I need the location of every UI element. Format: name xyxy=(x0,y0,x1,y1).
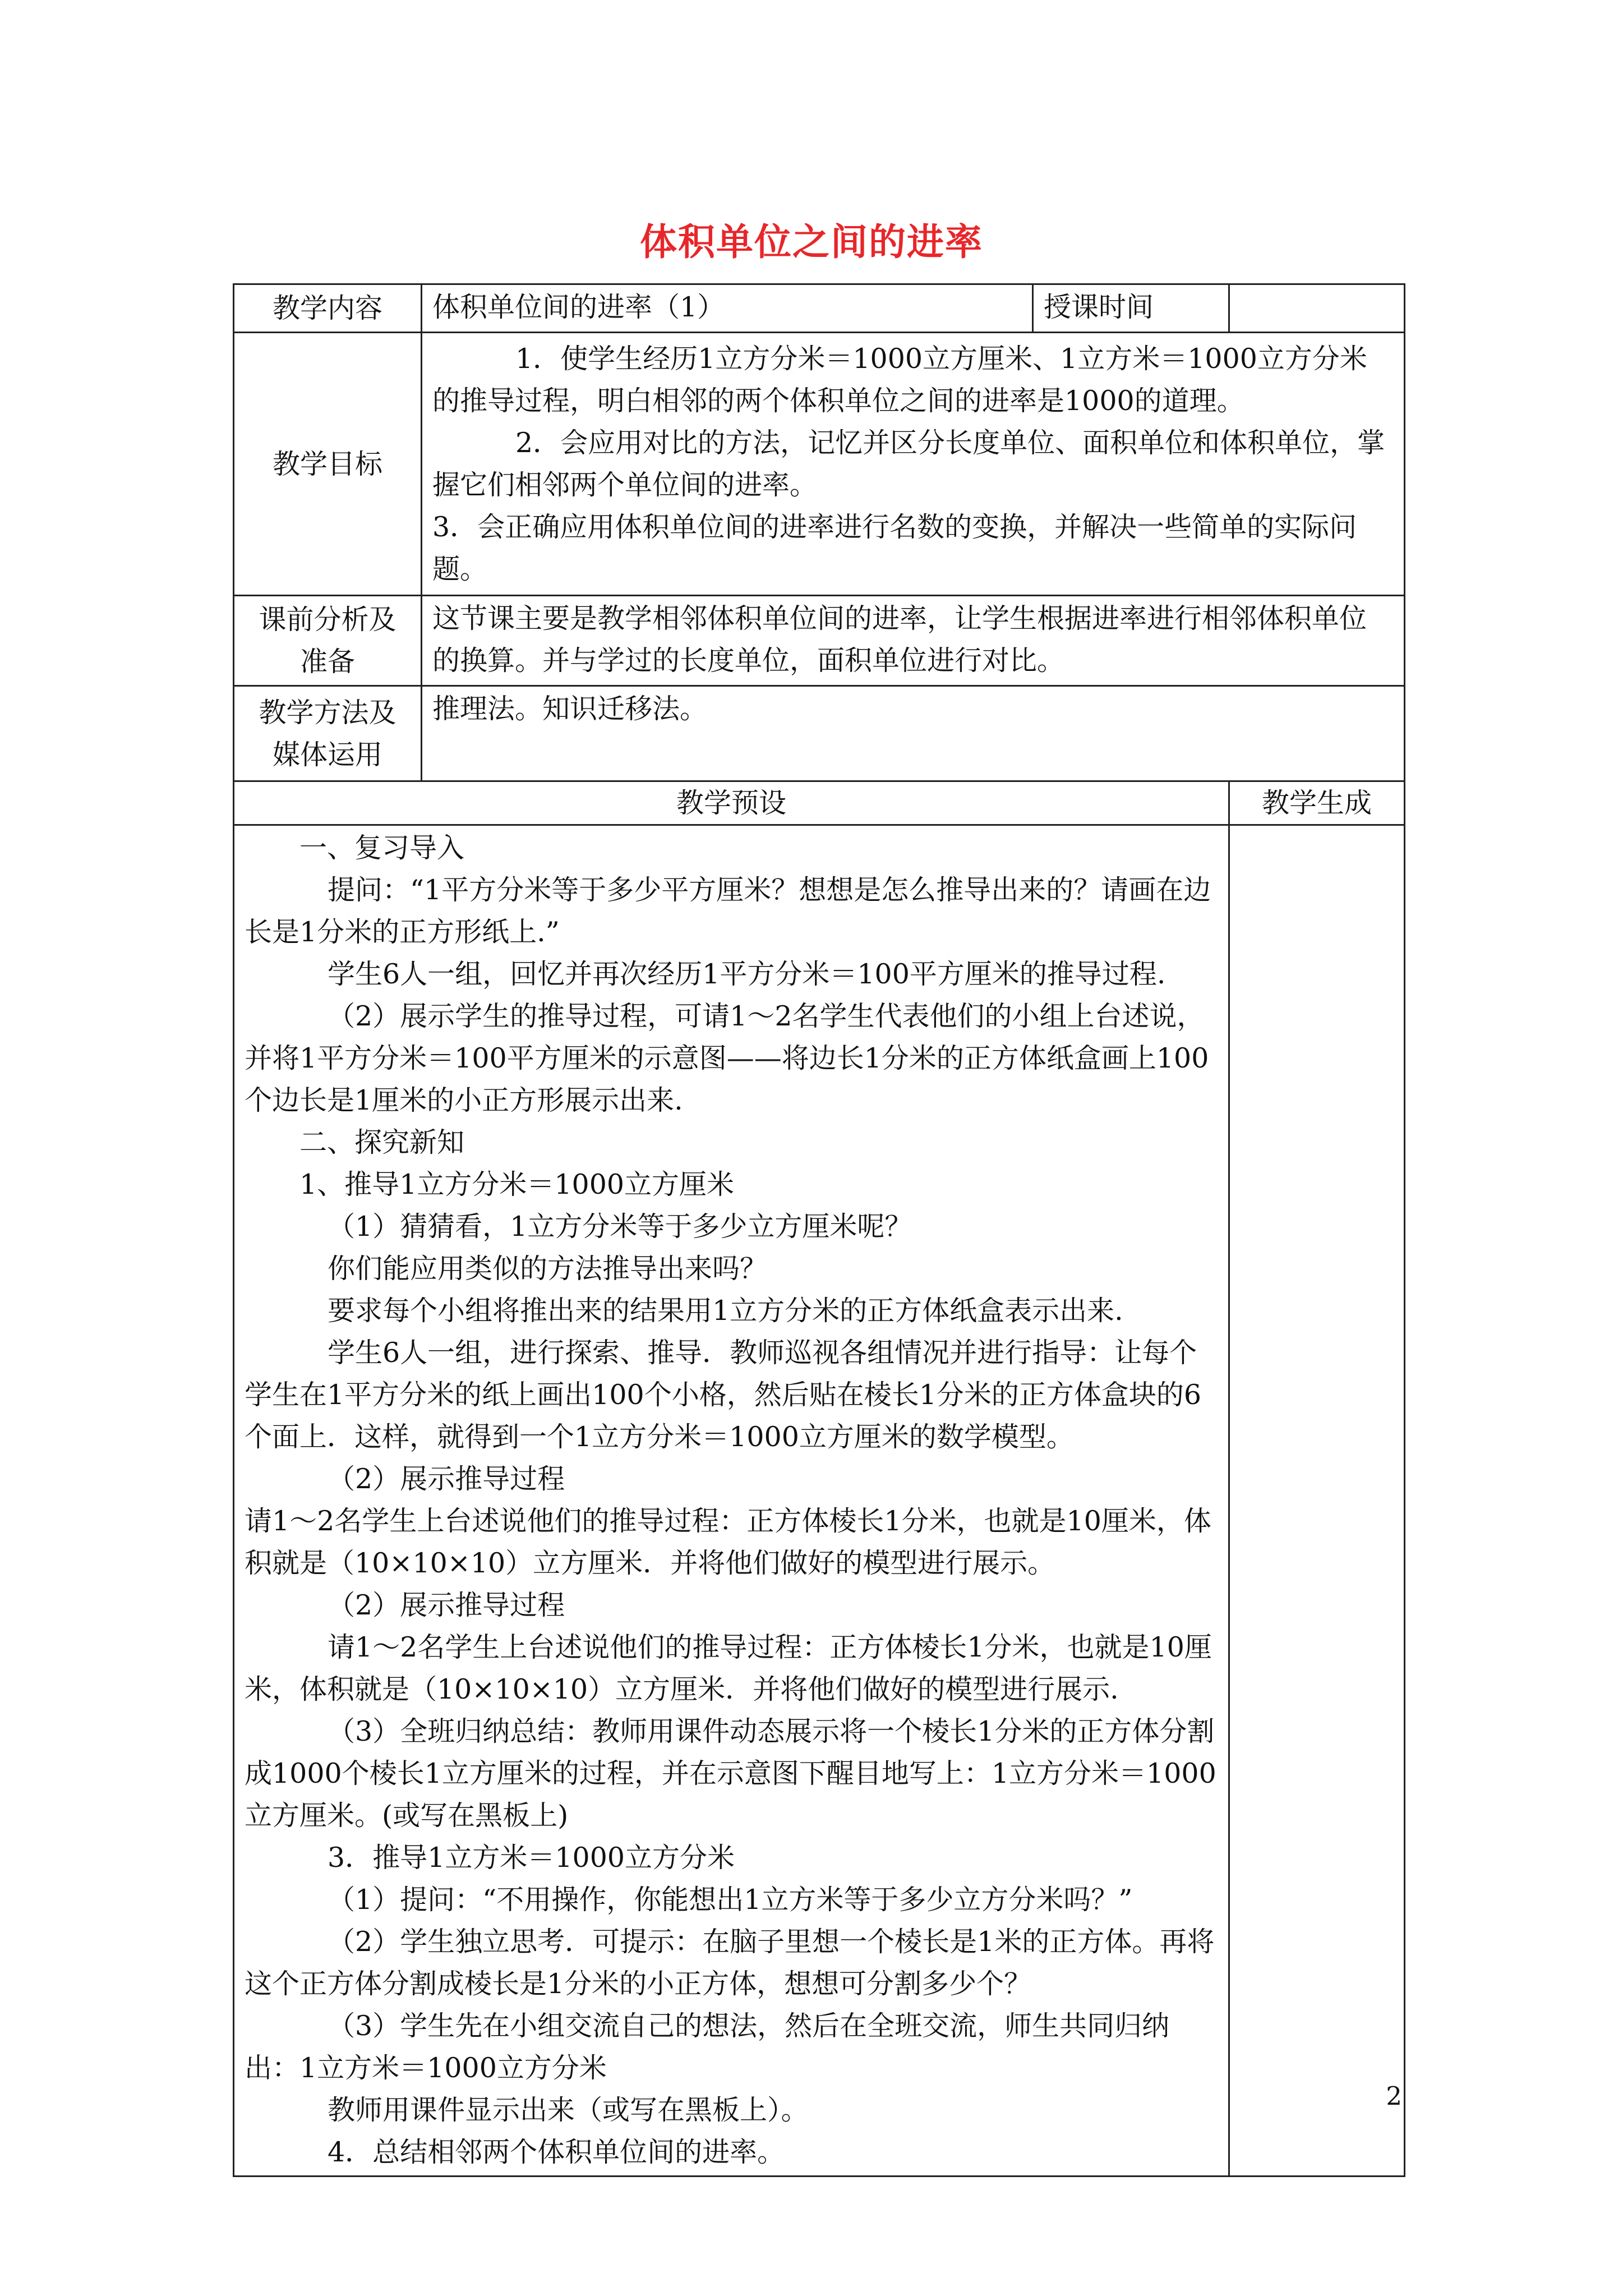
content-value: 体积单位间的进率（1） xyxy=(422,284,1033,333)
analysis-row xyxy=(234,596,1405,686)
methods-row xyxy=(234,686,1405,781)
methods-text: 推理法。知识迁移法。 xyxy=(422,686,1405,781)
process-paragraph: 学生6人一组，进行探索、推导．教师巡视各组情况并进行指导：让每个学生在1平方分米的纸上画出100个小格，然后贴在棱长1分米的正方体盒块的6个面上．这样，就得到一个1立方分米＝1000立方厘米的数学模型。 xyxy=(245,1337,1202,1453)
goals-content xyxy=(422,333,1405,596)
process-header-row xyxy=(234,781,1405,825)
process-paragraph: 你们能应用类似的方法推导出来吗？ xyxy=(328,1253,768,1285)
document-title: 体积单位之间的进率 xyxy=(640,220,983,264)
goal-item-1: 1．使学生经历1立方分米＝1000立方厘米、1立方米＝1000立方分米的推导过程，明白相邻的两个体积单位之间的进率是1000的道理。 xyxy=(432,343,1367,417)
lesson-plan-table xyxy=(233,283,1405,2177)
process-paragraph: 学生6人一组，回忆并再次经历1平方分米＝100平方厘米的推导过程. xyxy=(328,958,1166,990)
process-paragraph: （1）猜猜看，1立方分米等于多少立方厘米呢？ xyxy=(328,1211,912,1243)
generate-header: 教学生成 xyxy=(1229,781,1405,825)
process-paragraph: （3）全班归纳总结：教师用课件动态展示将一个棱长1分米的正方体分割成1000个棱长1立方厘米的过程，并在示意图下醒目地写上：1立方分米＝1000立方厘米。(或写在黑板上) xyxy=(245,1715,1216,1832)
process-paragraph: 4．总结相邻两个体积单位间的进率。 xyxy=(328,2136,785,2168)
process-paragraph: 提问：“1平方分米等于多少平方厘米？想想是怎么推导出来的？请画在边长是1分米的正方形纸上.” xyxy=(245,874,1211,948)
process-paragraph: 3．推导1立方米＝1000立方分米 xyxy=(328,1842,735,1874)
process-paragraph: （3）学生先在小组交流自己的想法，然后在全班交流，师生共同归纳出：1立方米＝1000立方分米 xyxy=(245,2010,1170,2084)
analysis-text: 这节课主要是教学相邻体积单位间的进率，让学生根据进率进行相邻体积单位的换算。并与学过的长度单位，面积单位进行对比。 xyxy=(422,596,1405,686)
process-paragraph: 二、探究新知 xyxy=(299,1126,465,1158)
goals-label: 教学目标 xyxy=(234,333,422,596)
process-paragraph: 请1～2名学生上台述说他们的推导过程：正方体棱长1分米，也就是10厘米，体积就是（10×10×10）立方厘米．并将他们做好的模型进行展示. xyxy=(245,1631,1212,1705)
methods-label: 教学方法及媒体运用 xyxy=(234,686,422,781)
process-paragraph: 请1～2名学生上台述说他们的推导过程：正方体棱长1分米，也就是10厘米，体积就是（10×10×10）立方厘米．并将他们做好的模型进行展示。 xyxy=(245,1505,1211,1579)
process-paragraph: （2）学生独立思考．可提示：在脑子里想一个棱长是1米的正方体。再将这个正方体分割成棱长是1分米的小正方体，想想可分割多少个？ xyxy=(245,1926,1215,2000)
process-paragraph: （1）提问：“不用操作，你能想出1立方米等于多少立方分米吗？” xyxy=(328,1884,1133,1916)
goal-item-3: 3．会正确应用体积单位间的进率进行名数的变换，并解决一些简单的实际问题。 xyxy=(432,511,1357,585)
process-paragraph: 要求每个小组将推出来的结果用1立方分米的正方体纸盒表示出来. xyxy=(328,1295,1123,1327)
process-paragraph: 一、复习导入 xyxy=(299,832,465,864)
process-body-row xyxy=(234,825,1405,2177)
generate-content xyxy=(1229,825,1405,2177)
goal-item-2: 2．会应用对比的方法，记忆并区分长度单位、面积单位和体积单位，掌握它们相邻两个单位间的进率。 xyxy=(432,427,1385,501)
process-paragraph: 教师用课件显示出来（或写在黑板上）。 xyxy=(328,2094,809,2126)
process-paragraph: （2）展示学生的推导过程，可请1～2名学生代表他们的小组上台述说，并将1平方分米＝100平方厘米的示意图——将边长1分米的正方体纸盒画上100个边长是1厘米的小正方形展示出来. xyxy=(245,1000,1209,1116)
preset-header: 教学预设 xyxy=(234,781,1229,825)
process-paragraph: （2）展示推导过程 xyxy=(328,1463,565,1495)
goals-row xyxy=(234,333,1405,596)
content-row xyxy=(234,284,1405,333)
time-label: 授课时间 xyxy=(1033,284,1229,333)
time-value xyxy=(1229,284,1405,333)
process-paragraph: （2）展示推导过程 xyxy=(328,1589,565,1621)
process-paragraph: 1、推导1立方分米＝1000立方厘米 xyxy=(299,1168,735,1200)
page-number: 2 xyxy=(1386,2081,1402,2111)
analysis-label: 课前分析及准备 xyxy=(234,596,422,686)
content-label: 教学内容 xyxy=(234,284,422,333)
preset-content xyxy=(234,825,1229,2177)
